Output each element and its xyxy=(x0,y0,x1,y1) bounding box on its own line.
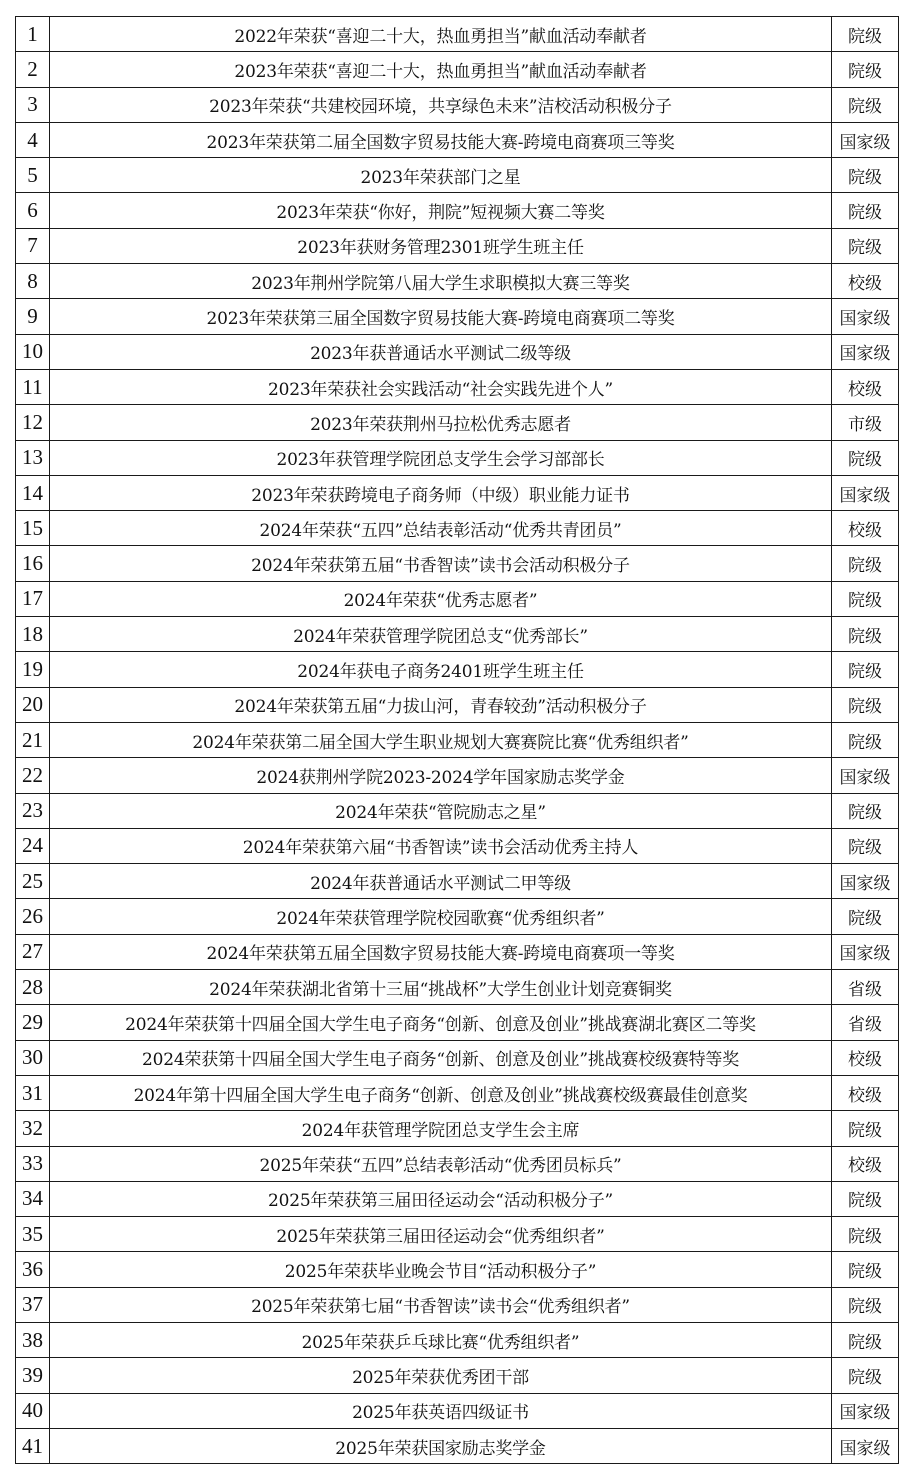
table-row xyxy=(16,440,899,475)
award-level: 院级 xyxy=(832,87,899,122)
award-level: 院级 xyxy=(832,899,899,934)
award-description: 2024年荣获管理学院校园歌赛“优秀组织者” xyxy=(50,899,832,934)
award-level: 院级 xyxy=(832,722,899,757)
row-number: 5 xyxy=(16,158,50,193)
award-description: 2024年获普通话水平测试二甲等级 xyxy=(50,864,832,899)
award-description: 2025年获英语四级证书 xyxy=(50,1393,832,1428)
row-number: 39 xyxy=(16,1358,50,1393)
table-row xyxy=(16,546,899,581)
award-level: 院级 xyxy=(832,440,899,475)
award-description: 2024年获电子商务2401班学生班主任 xyxy=(50,652,832,687)
award-description: 2022年荣获“喜迎二十大，热血勇担当”献血活动奉献者 xyxy=(50,17,832,52)
row-number: 9 xyxy=(16,299,50,334)
row-number: 15 xyxy=(16,511,50,546)
row-number: 41 xyxy=(16,1428,50,1463)
award-description: 2023年荣获跨境电子商务师（中级）职业能力证书 xyxy=(50,475,832,510)
award-level: 省级 xyxy=(832,970,899,1005)
row-number: 25 xyxy=(16,864,50,899)
row-number: 12 xyxy=(16,405,50,440)
award-level: 院级 xyxy=(832,687,899,722)
table-row xyxy=(16,193,899,228)
award-description: 2025年荣获优秀团干部 xyxy=(50,1358,832,1393)
row-number: 18 xyxy=(16,617,50,652)
row-number: 3 xyxy=(16,87,50,122)
row-number: 7 xyxy=(16,228,50,263)
row-number: 35 xyxy=(16,1217,50,1252)
award-level: 院级 xyxy=(832,52,899,87)
row-number: 37 xyxy=(16,1287,50,1322)
award-level: 院级 xyxy=(832,652,899,687)
table-row xyxy=(16,475,899,510)
row-number: 36 xyxy=(16,1252,50,1287)
row-number: 2 xyxy=(16,52,50,87)
award-level: 院级 xyxy=(832,793,899,828)
table-row xyxy=(16,1428,899,1463)
award-description: 2025年荣获“五四”总结表彰活动“优秀团员标兵” xyxy=(50,1146,832,1181)
row-number: 27 xyxy=(16,934,50,969)
award-description: 2024年荣获第五届“力拔山河，青春较劲”活动积极分子 xyxy=(50,687,832,722)
table-row xyxy=(16,1393,899,1428)
award-description: 2025年荣获第七届“书香智读”读书会“优秀组织者” xyxy=(50,1287,832,1322)
table-row xyxy=(16,934,899,969)
award-description: 2024获荆州学院2023-2024学年国家励志奖学金 xyxy=(50,758,832,793)
table-row xyxy=(16,158,899,193)
award-description: 2023年荣获荆州马拉松优秀志愿者 xyxy=(50,405,832,440)
row-number: 32 xyxy=(16,1111,50,1146)
table-row xyxy=(16,758,899,793)
award-level: 院级 xyxy=(832,158,899,193)
row-number: 31 xyxy=(16,1075,50,1110)
row-number: 29 xyxy=(16,1005,50,1040)
award-level: 院级 xyxy=(832,828,899,863)
table-row xyxy=(16,1252,899,1287)
award-level: 国家级 xyxy=(832,475,899,510)
table-row xyxy=(16,87,899,122)
table-row xyxy=(16,793,899,828)
award-description: 2024年荣获第五届“书香智读”读书会活动积极分子 xyxy=(50,546,832,581)
table-row xyxy=(16,1358,899,1393)
award-level: 市级 xyxy=(832,405,899,440)
award-level: 国家级 xyxy=(832,334,899,369)
table-row xyxy=(16,1005,899,1040)
award-description: 2024年荣获“优秀志愿者” xyxy=(50,581,832,616)
row-number: 8 xyxy=(16,264,50,299)
award-level: 院级 xyxy=(832,17,899,52)
award-description: 2023年荣获社会实践活动“社会实践先进个人” xyxy=(50,369,832,404)
award-level: 校级 xyxy=(832,1075,899,1110)
table-row xyxy=(16,828,899,863)
table-row xyxy=(16,334,899,369)
award-level: 国家级 xyxy=(832,934,899,969)
award-description: 2025年荣获第三届田径运动会“活动积极分子” xyxy=(50,1181,832,1216)
row-number: 4 xyxy=(16,122,50,157)
row-number: 13 xyxy=(16,440,50,475)
award-description: 2023年获管理学院团总支学生会学习部部长 xyxy=(50,440,832,475)
row-number: 14 xyxy=(16,475,50,510)
table-row xyxy=(16,52,899,87)
table-row xyxy=(16,17,899,52)
table-row xyxy=(16,581,899,616)
row-number: 23 xyxy=(16,793,50,828)
table-row xyxy=(16,369,899,404)
award-level: 院级 xyxy=(832,1111,899,1146)
award-description: 2023年荣获“你好，荆院”短视频大赛二等奖 xyxy=(50,193,832,228)
award-level: 院级 xyxy=(832,1322,899,1357)
award-description: 2023年荣获部门之星 xyxy=(50,158,832,193)
award-level: 国家级 xyxy=(832,1393,899,1428)
table-row xyxy=(16,899,899,934)
award-description: 2024年荣获第六届“书香智读”读书会活动优秀主持人 xyxy=(50,828,832,863)
award-description: 2025年荣获毕业晚会节目“活动积极分子” xyxy=(50,1252,832,1287)
award-level: 校级 xyxy=(832,369,899,404)
award-level: 校级 xyxy=(832,1146,899,1181)
award-description: 2023年荣获“喜迎二十大，热血勇担当”献血活动奉献者 xyxy=(50,52,832,87)
award-description: 2023年荣获“共建校园环境，共享绿色未来”洁校活动积极分子 xyxy=(50,87,832,122)
row-number: 30 xyxy=(16,1040,50,1075)
award-description: 2024荣获第十四届全国大学生电子商务“创新、创意及创业”挑战赛校级赛特等奖 xyxy=(50,1040,832,1075)
award-description: 2024年荣获管理学院团总支“优秀部长” xyxy=(50,617,832,652)
award-description: 2024年荣获第二届全国大学生职业规划大赛赛院比赛“优秀组织者” xyxy=(50,722,832,757)
row-number: 26 xyxy=(16,899,50,934)
row-number: 21 xyxy=(16,722,50,757)
table-row xyxy=(16,617,899,652)
award-level: 国家级 xyxy=(832,758,899,793)
award-description: 2024年荣获第五届全国数字贸易技能大赛-跨境电商赛项一等奖 xyxy=(50,934,832,969)
row-number: 38 xyxy=(16,1322,50,1357)
awards-table xyxy=(15,16,899,1464)
row-number: 34 xyxy=(16,1181,50,1216)
award-description: 2024年荣获第十四届全国大学生电子商务“创新、创意及创业”挑战赛湖北赛区二等奖 xyxy=(50,1005,832,1040)
row-number: 1 xyxy=(16,17,50,52)
table-row xyxy=(16,264,899,299)
award-description: 2024年第十四届全国大学生电子商务“创新、创意及创业”挑战赛校级赛最佳创意奖 xyxy=(50,1075,832,1110)
row-number: 33 xyxy=(16,1146,50,1181)
row-number: 19 xyxy=(16,652,50,687)
award-description: 2023年获财务管理2301班学生班主任 xyxy=(50,228,832,263)
award-description: 2025年荣获国家励志奖学金 xyxy=(50,1428,832,1463)
row-number: 17 xyxy=(16,581,50,616)
row-number: 16 xyxy=(16,546,50,581)
award-level: 省级 xyxy=(832,1005,899,1040)
row-number: 6 xyxy=(16,193,50,228)
award-description: 2025年荣获第三届田径运动会“优秀组织者” xyxy=(50,1217,832,1252)
awards-table-body xyxy=(16,17,899,1464)
table-row xyxy=(16,970,899,1005)
award-level: 校级 xyxy=(832,264,899,299)
award-description: 2024年荣获“管院励志之星” xyxy=(50,793,832,828)
award-description: 2024年获管理学院团总支学生会主席 xyxy=(50,1111,832,1146)
award-level: 院级 xyxy=(832,1252,899,1287)
award-level: 校级 xyxy=(832,511,899,546)
table-row xyxy=(16,228,899,263)
award-level: 国家级 xyxy=(832,1428,899,1463)
award-level: 院级 xyxy=(832,1287,899,1322)
table-row xyxy=(16,1075,899,1110)
table-row xyxy=(16,1287,899,1322)
row-number: 20 xyxy=(16,687,50,722)
table-row xyxy=(16,122,899,157)
award-level: 院级 xyxy=(832,193,899,228)
award-description: 2024年荣获湖北省第十三届“挑战杯”大学生创业计划竞赛铜奖 xyxy=(50,970,832,1005)
table-row xyxy=(16,687,899,722)
row-number: 11 xyxy=(16,369,50,404)
award-description: 2025年荣获乒乓球比赛“优秀组织者” xyxy=(50,1322,832,1357)
table-row xyxy=(16,1111,899,1146)
row-number: 10 xyxy=(16,334,50,369)
row-number: 28 xyxy=(16,970,50,1005)
table-row xyxy=(16,1181,899,1216)
table-row xyxy=(16,864,899,899)
row-number: 22 xyxy=(16,758,50,793)
award-level: 院级 xyxy=(832,1181,899,1216)
table-row xyxy=(16,1322,899,1357)
award-level: 院级 xyxy=(832,546,899,581)
award-level: 国家级 xyxy=(832,864,899,899)
award-description: 2024年荣获“五四”总结表彰活动“优秀共青团员” xyxy=(50,511,832,546)
award-description: 2023年荣获第三届全国数字贸易技能大赛-跨境电商赛项二等奖 xyxy=(50,299,832,334)
award-level: 院级 xyxy=(832,1217,899,1252)
row-number: 40 xyxy=(16,1393,50,1428)
row-number: 24 xyxy=(16,828,50,863)
table-row xyxy=(16,1146,899,1181)
award-level: 院级 xyxy=(832,228,899,263)
award-level: 院级 xyxy=(832,617,899,652)
award-level: 院级 xyxy=(832,581,899,616)
table-row xyxy=(16,722,899,757)
table-row xyxy=(16,299,899,334)
table-row xyxy=(16,511,899,546)
award-description: 2023年获普通话水平测试二级等级 xyxy=(50,334,832,369)
award-level: 国家级 xyxy=(832,122,899,157)
table-row xyxy=(16,405,899,440)
award-level: 院级 xyxy=(832,1358,899,1393)
award-description: 2023年荆州学院第八届大学生求职模拟大赛三等奖 xyxy=(50,264,832,299)
table-row xyxy=(16,1217,899,1252)
table-row xyxy=(16,652,899,687)
award-level: 校级 xyxy=(832,1040,899,1075)
award-level: 国家级 xyxy=(832,299,899,334)
table-row xyxy=(16,1040,899,1075)
award-description: 2023年荣获第二届全国数字贸易技能大赛-跨境电商赛项三等奖 xyxy=(50,122,832,157)
